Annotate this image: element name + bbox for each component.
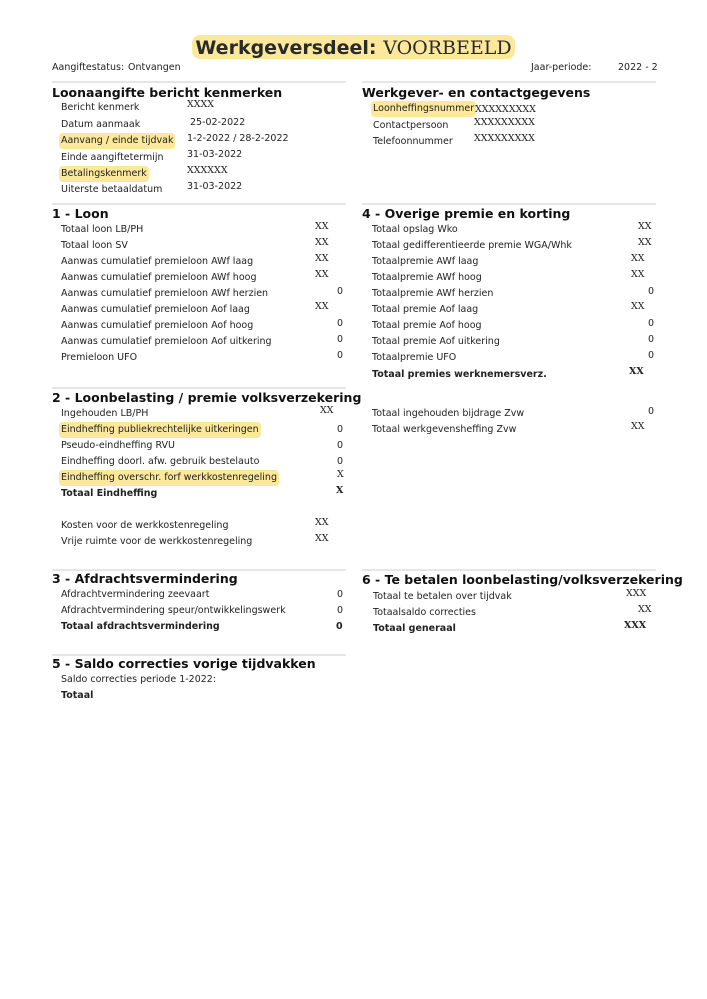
title-part2: VOORBEELD <box>383 37 512 59</box>
status-label: Aangiftestatus: <box>52 62 125 73</box>
row-value: XX <box>315 221 329 232</box>
row-label: Eindheffing doorl. afw. gebruik bestelauto <box>61 456 260 467</box>
row-label: Betalingskenmerk <box>59 166 149 182</box>
row-value: 0 <box>337 589 344 600</box>
row-value: 0 <box>336 621 343 632</box>
status-value: Ontvangen <box>128 62 181 73</box>
row-value: XX <box>638 604 652 615</box>
row-value: XX <box>315 237 329 248</box>
row-label: Eindheffing publiekrechtelijke uitkeringen <box>59 422 261 438</box>
row-value: XX <box>638 221 652 232</box>
row-label: Premieloon UFO <box>61 352 138 363</box>
section-title-kenmerken: Loonaangifte bericht kenmerken <box>52 85 283 100</box>
row-value: XX <box>315 533 329 544</box>
row-label: Aanvang / einde tijdvak <box>59 133 175 149</box>
row-label: Kosten voor de werkkostenregeling <box>61 520 229 531</box>
row-label: Aanwas cumulatief premieloon AWf laag <box>61 256 254 267</box>
row-value: X <box>337 469 344 480</box>
row-value: XX <box>629 366 644 377</box>
divider <box>362 569 656 571</box>
row-value: XXXXXXXXX <box>474 117 535 128</box>
row-value: XX <box>638 237 652 248</box>
row-label: Totaal ingehouden bijdrage Zvw <box>372 408 525 419</box>
row-label: Datum aanmaak <box>61 119 141 130</box>
row-label: Totaal afdrachtsvermindering <box>61 621 220 632</box>
row-value: X <box>336 485 344 496</box>
row-value: 0 <box>337 456 344 467</box>
row-value: XXXX <box>187 99 215 110</box>
row-label: Totaal loon SV <box>61 240 128 251</box>
row-value: 0 <box>337 318 344 329</box>
divider <box>362 203 656 205</box>
row-value: XX <box>631 301 645 312</box>
row-value: XX <box>631 421 645 432</box>
row-label: Totaal te betalen over tijdvak <box>373 591 512 602</box>
row-label: Totaalpremie AWf hoog <box>372 272 482 283</box>
row-label: Totaalpremie AWf laag <box>372 256 479 267</box>
title-part1: Werkgeversdeel: <box>195 37 377 59</box>
section-title-afdracht: 3 - Afdrachtsvermindering <box>52 571 238 586</box>
row-label: Totaal premies werknemersverz. <box>372 369 547 380</box>
row-value: 1-2-2022 / 28-2-2022 <box>187 133 289 144</box>
row-value: 0 <box>337 350 344 361</box>
row-label: Totaalsaldo correcties <box>373 607 476 618</box>
row-label: Telefoonnummer <box>373 136 453 147</box>
row-label: Totaal premie Aof hoog <box>372 320 482 331</box>
row-label: Ingehouden LB/PH <box>61 408 149 419</box>
row-value: 25-02-2022 <box>190 117 246 128</box>
row-label: Einde aangiftetermijn <box>61 152 164 163</box>
row-label: Totaal <box>61 690 94 701</box>
row-value: 31-03-2022 <box>187 149 243 160</box>
row-label: Totaal Eindheffing <box>61 488 158 499</box>
page-title <box>0 33 707 62</box>
row-value: 31-03-2022 <box>187 181 243 192</box>
row-label: Totaal opslag Wko <box>372 224 458 235</box>
row-label: Loonheffingsnummer <box>371 101 476 117</box>
row-value: XX <box>631 253 645 264</box>
row-label: Uiterste betaaldatum <box>61 184 163 195</box>
section-title-loonbelasting: 2 - Loonbelasting / premie volksverzekering <box>52 390 362 405</box>
section-title-overige: 4 - Overige premie en korting <box>362 206 571 221</box>
row-label: Bericht kenmerk <box>61 102 140 113</box>
row-value: XX <box>315 301 329 312</box>
row-label: Totaal generaal <box>373 623 456 634</box>
row-label: Aanwas cumulatief premieloon Aof hoog <box>61 320 254 331</box>
row-value: XXX <box>624 620 647 631</box>
section-title-saldo: 5 - Saldo correcties vorige tijdvakken <box>52 656 316 671</box>
row-label: Totaal loon LB/PH <box>61 224 144 235</box>
row-value: 0 <box>648 286 655 297</box>
divider <box>52 81 346 83</box>
row-label: Totaalpremie AWf herzien <box>372 288 494 299</box>
row-value: XXXXXXXXX <box>475 104 536 115</box>
row-label: Afdrachtvermindering speur/ontwikkelingswerk <box>61 605 286 616</box>
row-value: XX <box>320 405 334 416</box>
row-value: 0 <box>648 334 655 345</box>
row-label: Pseudo-eindheffing RVU <box>61 440 176 451</box>
row-value: 0 <box>337 440 344 451</box>
row-label: Totaalpremie UFO <box>372 352 457 363</box>
row-label: Vrije ruimte voor de werkkostenregeling <box>61 536 253 547</box>
title-highlight <box>192 35 514 59</box>
divider <box>362 81 656 83</box>
row-value: 0 <box>648 350 655 361</box>
row-label: Afdrachtvermindering zeevaart <box>61 589 210 600</box>
row-label: Totaal werkgevensheffing Zvw <box>372 424 517 435</box>
row-value: 0 <box>337 424 344 435</box>
row-label: Aanwas cumulatief premieloon AWf hoog <box>61 272 257 283</box>
divider <box>52 387 346 389</box>
section-title-te-betalen: 6 - Te betalen loonbelasting/volksverzekering <box>362 572 683 587</box>
row-value: XXX <box>626 588 647 599</box>
row-label: Aanwas cumulatief premieloon Aof laag <box>61 304 250 315</box>
row-value: XX <box>315 253 329 264</box>
section-title-loon: 1 - Loon <box>52 206 109 221</box>
row-value: 0 <box>337 286 344 297</box>
row-label: Aanwas cumulatief premieloon AWf herzien <box>61 288 269 299</box>
row-label: Aanwas cumulatief premieloon Aof uitkering <box>61 336 272 347</box>
row-value: XXXXXXXXX <box>474 133 535 144</box>
row-value: XXXXXX <box>187 165 228 176</box>
row-label: Eindheffing overschr. forf werkkostenregeling <box>59 470 279 486</box>
row-value: 0 <box>648 406 655 417</box>
period-value: 2022 - 2 <box>618 62 658 73</box>
row-label: Totaal premie Aof laag <box>372 304 479 315</box>
row-label: Totaal gedifferentieerde premie WGA/Whk <box>372 240 572 251</box>
row-value: 0 <box>337 334 344 345</box>
row-value: XX <box>315 517 329 528</box>
row-value: XX <box>315 269 329 280</box>
row-label: Totaal premie Aof uitkering <box>372 336 500 347</box>
divider <box>52 203 346 205</box>
row-value: 0 <box>337 605 344 616</box>
row-value: 0 <box>648 318 655 329</box>
row-label: Saldo correcties periode 1-2022: <box>61 674 217 685</box>
section-title-contact: Werkgever- en contactgegevens <box>362 85 591 100</box>
row-label: Contactpersoon <box>373 120 449 131</box>
period-label: Jaar-periode: <box>531 62 592 73</box>
row-value: XX <box>631 269 645 280</box>
